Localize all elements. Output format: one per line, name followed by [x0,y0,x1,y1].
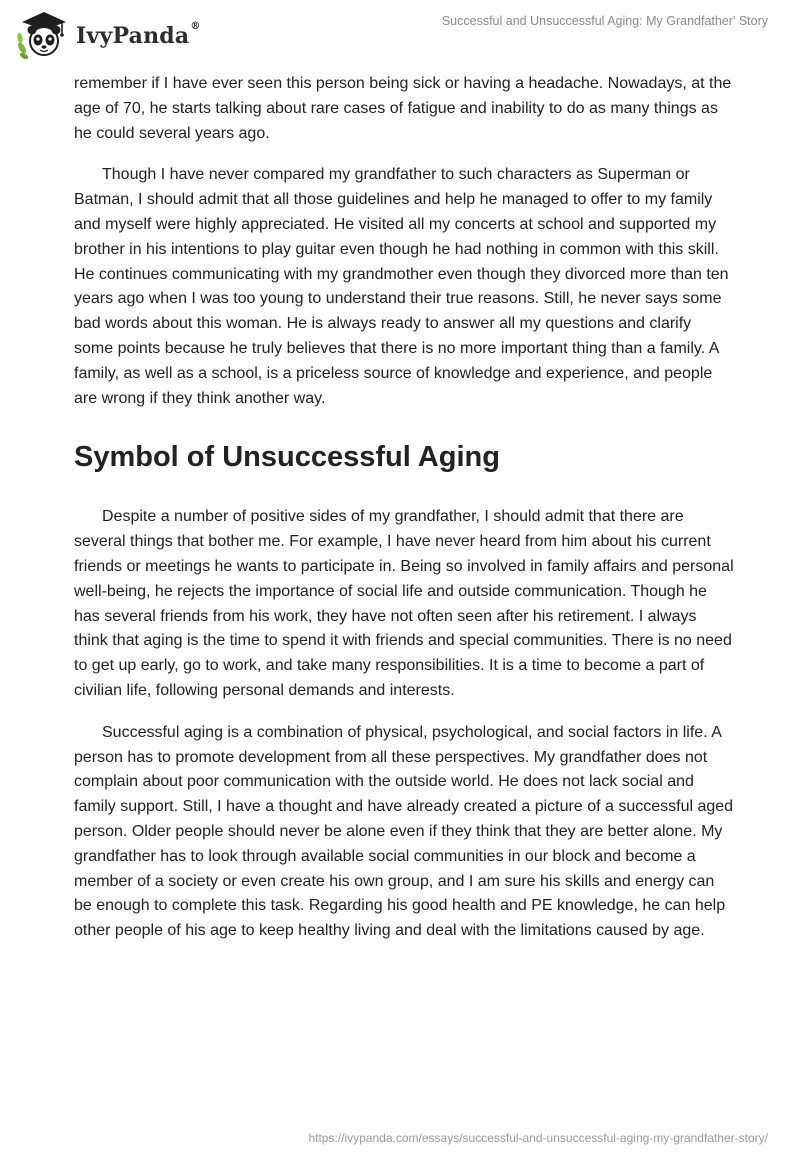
document-title: Successful and Unsuccessful Aging: My Grandfather' Story [441,14,768,28]
paragraph: Successful aging is a combination of physical, psychological, and social factors in life. A person has to promote development from all these perspectives. My grandfather does not complain about poor communication with the outside world. He does not lack social and family support. Still, I have a thought and have already created a picture of a successful aged person. Older people should never be alone even if they think that they are better alone. My grandfather has to look through available social communities in our block and become a member of a society or even create his own group, and I am sure his skills and energy can be enough to complete this task. Regarding his good health and PE knowledge, he can help other people of his age to keep healthy living and deal with the limitations caused by age. [74,723,734,940]
panda-graduate-icon [14,8,72,60]
paragraph: remember if I have ever seen this person being sick or having a headache. Nowadays, at the age of 70, he starts talking about rare cases of fatigue and inability to do as many things as he could several years ago. [74,75,732,142]
source-url[interactable]: https://ivypanda.com/essays/successful-and-unsuccessful-aging-my-grandfather-story/ [308,1131,768,1145]
paragraph: Despite a number of positive sides of my grandfather, I should admit that there are several things that bother me. For example, I have never heard from him about his current friends or meetings he wants to participate in. Being so involved in family affairs and personal well-being, he rejects the importance of social life and outside communication. Though he has several friends from his work, they have not often seen after his retirement. I always think that aging is the time to spend it with friends and special communities. There is no need to get up early, go to work, and take many responsibilities. It is a time to become a part of civilian life, following personal demands and interests. [74,508,734,699]
section-heading: Symbol of Unsuccessful Aging [74,441,500,474]
page-header [0,0,800,70]
paragraph: Though I have never compared my grandfather to such characters as Superman or Batman, I should admit that all those guidelines and help he managed to offer to my family and myself were highly appreciated. He visited all my concerts at school and supported my brother in his intentions to play guitar even though he had nothing in common with this skill. He continues communicating with my grandmother even though they divorced more than ten years ago when I was too young to understand their true reasons. Still, he never says some bad words about this woman. He is always ready to answer all my questions and clarify some points because he truly believes that there is no more important thing than a family. A family, as well as a school, is a priceless source of knowledge and experience, and people are wrong if they think another way. [74,166,729,407]
brand-name: IvyPanda® [76,21,201,49]
ivypanda-logo[interactable] [14,8,201,60]
essay-body [74,72,734,961]
